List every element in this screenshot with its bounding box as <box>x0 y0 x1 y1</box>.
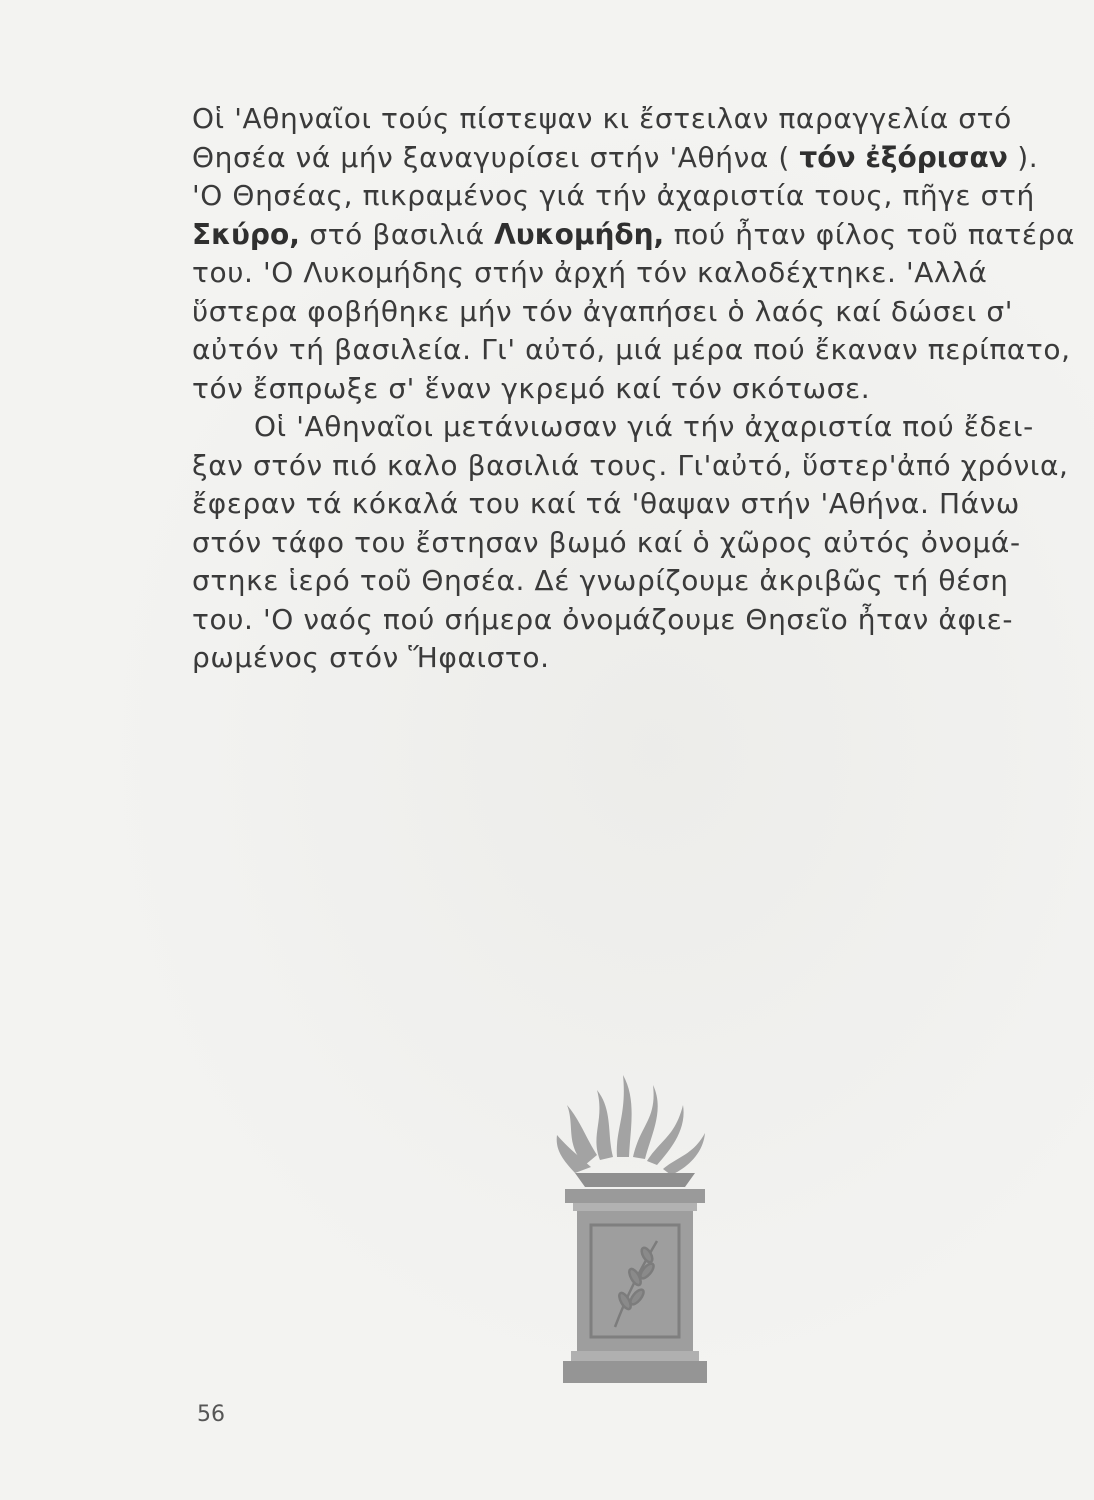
text-line: ὕστερα φοβήθηκε μήν τόν ἀγαπήσει ὁ λαός καί δώσει σ' <box>192 294 1014 328</box>
text-line <box>192 139 1042 178</box>
bold-term-skyros: Σκύρο, <box>192 217 300 251</box>
text-line <box>192 216 1076 255</box>
text-line: αὐτόν τή βασιλεία. Γι' αὐτό, μιά μέρα πού ἔκαναν περίπατο, <box>192 333 1071 366</box>
text-span: στό βασιλιά <box>299 217 495 251</box>
altar-base <box>563 1361 707 1383</box>
text-span: πού ἦταν φίλος τοῦ πατέρα <box>664 217 1076 251</box>
altar-molding <box>573 1203 697 1211</box>
bold-term-exile: τόν ἐξόρισαν <box>799 140 1008 174</box>
flames-icon <box>557 1075 705 1175</box>
text-line: ξαν στόν πιό καλο βασιλιά τους. Γι'αὐτό, ὕστερ'ἀπό χρόνια, <box>192 448 1069 482</box>
text-line: στόν τάφο του ἔστησαν βωμό καί ὁ χῶρος αὐτός ὀνομά- <box>192 525 1021 559</box>
text-line: του. 'Ο ναός πού σήμερα ὀνομάζουμε Θησεῖο ἦταν ἀφιε- <box>192 602 1014 636</box>
text-line: Οἱ 'Αθηναῖοι τούς πίστεψαν κι ἔστειλαν παραγγελία στό <box>192 102 1012 135</box>
text-line: ρωμένος στόν Ἥφαιστο. <box>192 641 550 674</box>
text-line: 'Ο Θησέας, πικραμένος γιά τήν ἀχαριστία τους, πῆγε στή <box>192 179 1035 212</box>
text-span: ). <box>1007 140 1039 174</box>
bold-term-lykomedes: Λυκομήδη, <box>494 217 665 251</box>
altar-bowl <box>575 1173 695 1187</box>
altar-capital <box>565 1189 705 1203</box>
text-line: στηκε ἱερό τοῦ Θησέα. Δέ γνωρίζουμε ἀκριβῶς τή θέση <box>192 564 1009 597</box>
page-number: 56 <box>197 1402 225 1427</box>
text-line: τόν ἔσπρωξε σ' ἕναν γκρεμό καί τόν σκότωσε. <box>192 371 871 405</box>
text-span: Θησέα νά μήν ξαναγυρίσει στήν 'Αθήνα ( <box>192 140 800 174</box>
text-line: ἔφεραν τά κόκαλά του καί τά 'θαψαν στήν 'Αθήνα. Πάνω <box>192 487 1020 520</box>
altar-with-flames-icon <box>545 1065 725 1395</box>
paragraph-start-line: Οἱ 'Αθηναῖοι μετάνιωσαν γιά τήν ἀχαριστία πού ἔδει- <box>254 410 1034 443</box>
altar-base-molding <box>571 1351 699 1361</box>
body-text <box>192 100 1076 678</box>
text-line: του. 'Ο Λυκομήδης στήν ἀρχή τόν καλοδέχτηκε. 'Αλλά <box>192 256 988 289</box>
